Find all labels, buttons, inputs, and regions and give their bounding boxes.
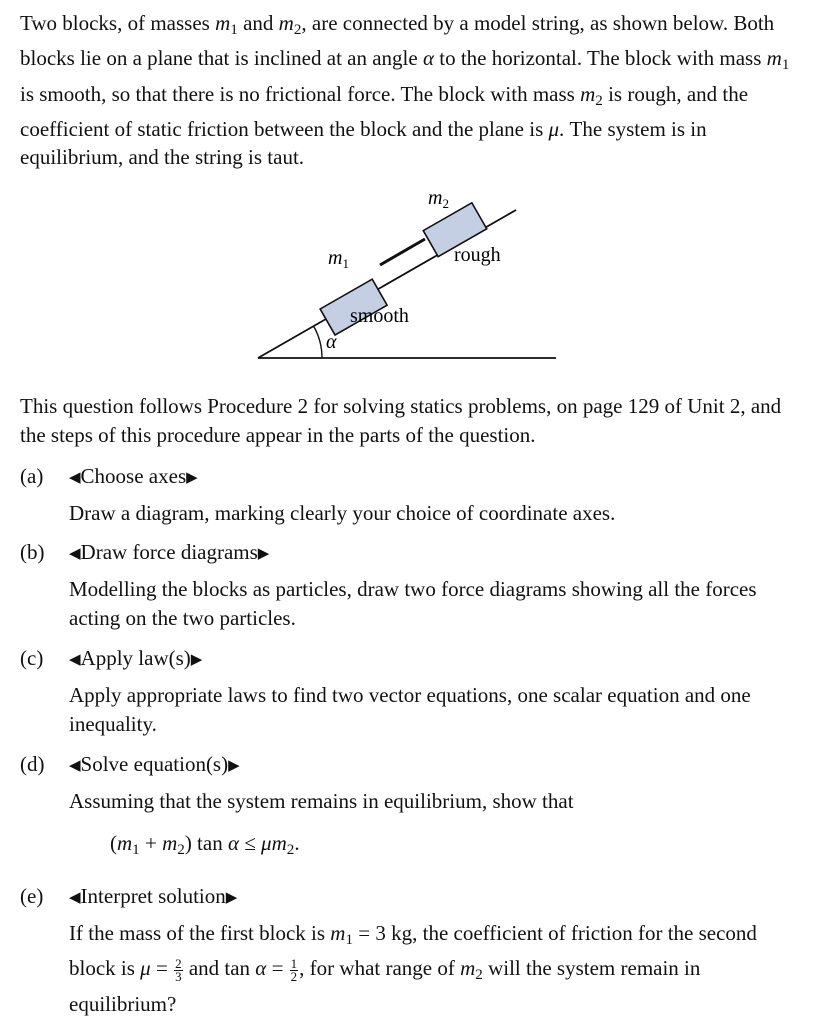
- label-m2: $m_2$: [428, 187, 449, 211]
- label-smooth: smooth: [350, 305, 409, 327]
- symbol-m1: $m_1$: [215, 11, 238, 38]
- part-label: (e): [20, 884, 44, 908]
- part-body: Apply appropriate laws to find two vector equations, one scalar equation and one inequality.: [69, 683, 751, 736]
- step-heading: ◀Apply law(s)▶: [69, 646, 203, 670]
- intro-text: is smooth, so that there is no frictional force. The block with mass: [20, 81, 581, 106]
- string: [380, 239, 425, 265]
- procedure-paragraph: This question follows Procedure 2 for solving statics problems, on page 129 of Unit 2, and the steps of this procedure appear in the parts of the question.: [20, 394, 782, 447]
- intro-text: , are connected by a model string, as shown below. Both blocks lie on a plane that is inclined at an angle: [20, 11, 775, 71]
- symbol-mu: μ: [548, 116, 560, 141]
- part-body: If the mass of the first block is $m_1 = 3$ kg, the coefficient of friction for the second block is μ = $\frac{2}{3}$ and tan α = $\frac{1}{2}$ , for what range of $m_2$ will the system remain in equilibrium?: [69, 921, 757, 1016]
- left-triangle-icon: ◀: [69, 890, 81, 906]
- intro-text: Two blocks, of masses: [20, 11, 216, 35]
- label-rough: rough: [454, 244, 501, 266]
- inclined-plane-diagram: [250, 182, 570, 367]
- intro-text: and: [237, 11, 279, 35]
- left-triangle-icon: ◀: [69, 470, 81, 486]
- part-body: Draw a diagram, marking clearly your choice of coordinate axes.: [69, 501, 616, 525]
- part-label: (c): [20, 646, 44, 670]
- right-triangle-icon: ▶: [186, 470, 198, 486]
- right-triangle-icon: ▶: [190, 652, 203, 668]
- right-triangle-icon: ▶: [257, 546, 270, 562]
- step-heading: ◀Solve equation(s)▶: [69, 752, 240, 776]
- symbol-m2: $m_2$: [278, 11, 302, 38]
- step-heading: ◀Draw force diagrams▶: [69, 540, 270, 564]
- left-triangle-icon: ◀: [69, 652, 81, 668]
- part-label: (b): [20, 540, 45, 564]
- left-triangle-icon: ◀: [69, 758, 81, 774]
- fraction-two-thirds: $\frac{2}{3}$: [175, 956, 182, 985]
- symbol-m1: $m_1$: [766, 46, 790, 74]
- symbol-m2: $m_2$: [580, 81, 603, 109]
- left-triangle-icon: ◀: [69, 546, 81, 562]
- inequality-equation: $(m_1 + m_2)$ $\tan \alpha \le \mu m_2$.: [110, 831, 300, 858]
- part-label: (d): [20, 752, 45, 776]
- intro-text: to the horizontal. The block with mass: [434, 46, 767, 71]
- intro-paragraph: [20, 9, 804, 172]
- part-label: (a): [20, 464, 44, 488]
- intro-text: . The system is in equilibrium, and the string is taut.: [20, 116, 707, 170]
- step-heading: ◀Choose axes▶: [69, 464, 198, 488]
- right-triangle-icon: ▶: [225, 890, 238, 906]
- part-body: Modelling the blocks as particles, draw two force diagrams showing all the forces acting on the two particles.: [69, 577, 757, 630]
- label-alpha: α: [326, 331, 337, 353]
- step-heading: ◀Interpret solution▶: [69, 884, 238, 908]
- fraction-one-half: $\frac{1}{2}$: [290, 956, 298, 985]
- part-body: Assuming that the system remains in equilibrium, show that: [69, 789, 574, 813]
- label-m1: $m_1$: [328, 247, 349, 271]
- symbol-alpha: α: [422, 46, 434, 71]
- intro-text: is rough, and the coefficient of static friction between the block and the plane is: [20, 81, 749, 141]
- angle-arc: [314, 326, 323, 358]
- right-triangle-icon: ▶: [228, 758, 240, 774]
